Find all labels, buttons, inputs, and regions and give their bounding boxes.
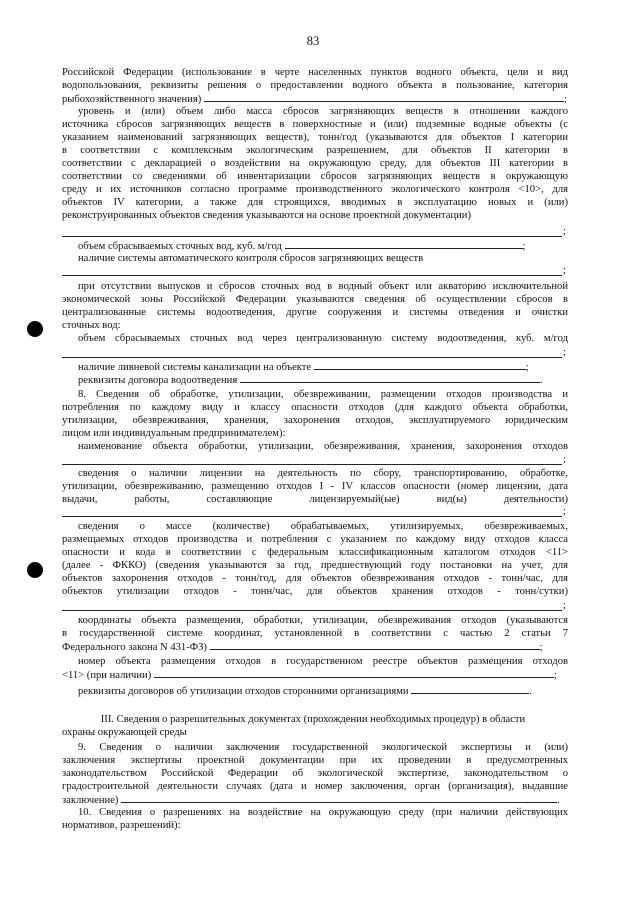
text-line: объектов утилизации отходов - тонн/час, для объектов хранения отходов - тонн/сутки): [62, 586, 568, 597]
text-line: в соответствии с комплексным экологическим разрешением, для объектов II категории в: [62, 145, 568, 156]
text-line: сведения о наличии лицензии на деятельность по сбору, транспортированию, обработке,: [78, 468, 568, 479]
semicolon: ;: [563, 506, 566, 517]
text-line: наименование объекта обработки, утилизации, обезвреживания, хранения, захоронения отходов: [78, 441, 568, 452]
text-line-with-blank: <11> (при наличии) ;: [62, 670, 557, 681]
fill-line: [62, 516, 562, 517]
semicolon: ;: [563, 265, 566, 276]
text-line: источника сбросов загрязняющих веществ в поверхностные и (или) подземные водные объекты (с: [62, 119, 568, 130]
text-line-with-blank: рыбохозяйственного значения) ;: [62, 94, 567, 105]
text-line-with-blank: наличие ливневой системы канализации на объекте ;: [78, 362, 529, 373]
text-line: уровень и (или) объем либо масса сбросов загрязняющих веществ в отношении каждого: [78, 106, 568, 117]
text-line-with-blank: Федерального закона N 431-ФЗ) ;: [62, 642, 543, 653]
text-line: сточных вод:: [62, 320, 121, 331]
section-heading: III. Сведения о разрешительных документах (прохождении необходимых процедур) в области: [100, 714, 526, 725]
text-line: объектов IV категории, а также для строящихся, вводимых в эксплуатацию новых и (или): [62, 197, 568, 208]
text-line-with-blank: заключение) .: [62, 795, 560, 806]
text-line-with-blank: реквизиты договоров об утилизации отходов сторонними организациями .: [78, 686, 532, 697]
text-line: централизованные системы водоотведения, другие сооружения и системы отведения и очистки: [62, 307, 568, 318]
text-line: экономической зоны Российской Федерации указываются сведения об осуществлении сбросов в: [62, 294, 568, 305]
text-line: заключения экспертизы проектной документации при их проведении в предусмотренных: [62, 755, 568, 766]
text-line: опасности и кода в соответствии с федеральным классификационным каталогом отходов <11>: [62, 547, 568, 558]
text-line: 9. Сведения о наличии заключения государственной экологической экспертизы и (или): [78, 742, 568, 753]
punch-hole-lower: [27, 562, 43, 578]
fill-line: [62, 236, 562, 237]
text-line: нормативов, разрешений):: [62, 820, 181, 831]
page-number: 83: [306, 34, 320, 48]
text-line: соответствии со сведениями об инвентаризации сбросов загрязняющих веществ в окружающую: [62, 171, 568, 182]
text-line: наличие системы автоматического контроля сбросов загрязняющих веществ: [78, 253, 424, 264]
text-line: указанием наименований загрязняющих веществ), тонн/год (указываются для объектов I категории: [62, 132, 568, 143]
text-line: размещаемых отходов производства и потребления с указанием по каждому виду отходов класса: [62, 534, 568, 545]
text-line: объем сбрасываемых сточных вод через централизованную систему водоотведения, куб. м/год: [78, 333, 568, 344]
text-line: выдачи, работы, составляющие лицензируемый(ые) вид(ы) деятельности): [62, 494, 568, 505]
text-line: водопользования, реквизиты решения о предоставлении водного объекта в пользование, категория: [62, 80, 568, 91]
text-line: утилизации, обезвреживания, хранения, захоронения отходов, эксплуатируемого юридическим: [62, 415, 568, 426]
text-line: утилизации, обезвреживанию, размещению отходов I - IV классов опасности (номер лицензии, дата: [62, 481, 568, 492]
text-line: 10. Сведения о разрешениях на воздействие на окружающую среду (при наличии действующих: [78, 807, 568, 818]
semicolon: ;: [563, 226, 566, 237]
text-line: среду и их источников согласно программе производственного экологического контроля <10>, для: [62, 184, 568, 195]
text-line: лицом или индивидуальным предпринимателем):: [62, 428, 286, 439]
text-line: сведения о массе (количестве) обрабатываемых, утилизируемых, обезвреживаемых,: [78, 521, 568, 532]
text-line-with-blank: реквизиты договора водоотведения .: [78, 375, 543, 386]
text-line-with-blank: объем сбрасываемых сточных вод, куб. м/год ;: [78, 241, 526, 252]
punch-hole-upper: [27, 321, 43, 337]
section-heading-cont: охраны окружающей среды: [62, 727, 187, 738]
text-line: номер объекта размещения отходов в государственном реестре объектов размещения отходов: [78, 656, 568, 667]
text-line: реконструированных объектов сведения указываются на основе проектной документации): [62, 210, 471, 221]
fill-line: [62, 464, 562, 465]
semicolon: ;: [563, 454, 566, 465]
semicolon: ;: [563, 347, 566, 358]
semicolon: ;: [563, 600, 566, 611]
fill-line: [62, 610, 562, 611]
text-line: объектов захоронения отходов - тонн/год, для объектов обезвреживания отходов - тонн/час, для: [62, 573, 568, 584]
text-line: соответствии с декларацией о воздействии на окружающую среду, для объектов III категории в: [62, 158, 568, 169]
fill-line: [62, 357, 562, 358]
text-line: (далее - ФККО) (сведения указываются за год, предшествующий году постановки на учет, для: [62, 560, 568, 571]
text-line: Российской Федерации (использование в черте населенных пунктов водного объекта, цели и вид: [62, 67, 568, 78]
text-line: координаты объекта размещения, обработки, утилизации, обезвреживания отходов (указываются: [78, 615, 568, 626]
text-line: законодательством Российской Федерации об экологической экспертизе, законодательством о: [62, 768, 568, 779]
text-line: в государственной системе координат, установленной в соответствии с частью 2 статьи 7: [62, 628, 568, 639]
text-line: потребления по каждому виду и классу опасности отходов (для каждого объекта обработки,: [62, 402, 568, 413]
text-line: при отсутствии выпусков и сбросов сточных вод в водный объект или акваторию исключительной: [78, 281, 568, 292]
text-line: градостроительной деятельности случаях (дата и номер заключения, орган (организация), выдавшие: [62, 781, 568, 792]
text-line: 8. Сведения об обработке, утилизации, обезвреживании, размещении отходов производства и: [78, 389, 568, 400]
fill-line: [62, 275, 562, 276]
